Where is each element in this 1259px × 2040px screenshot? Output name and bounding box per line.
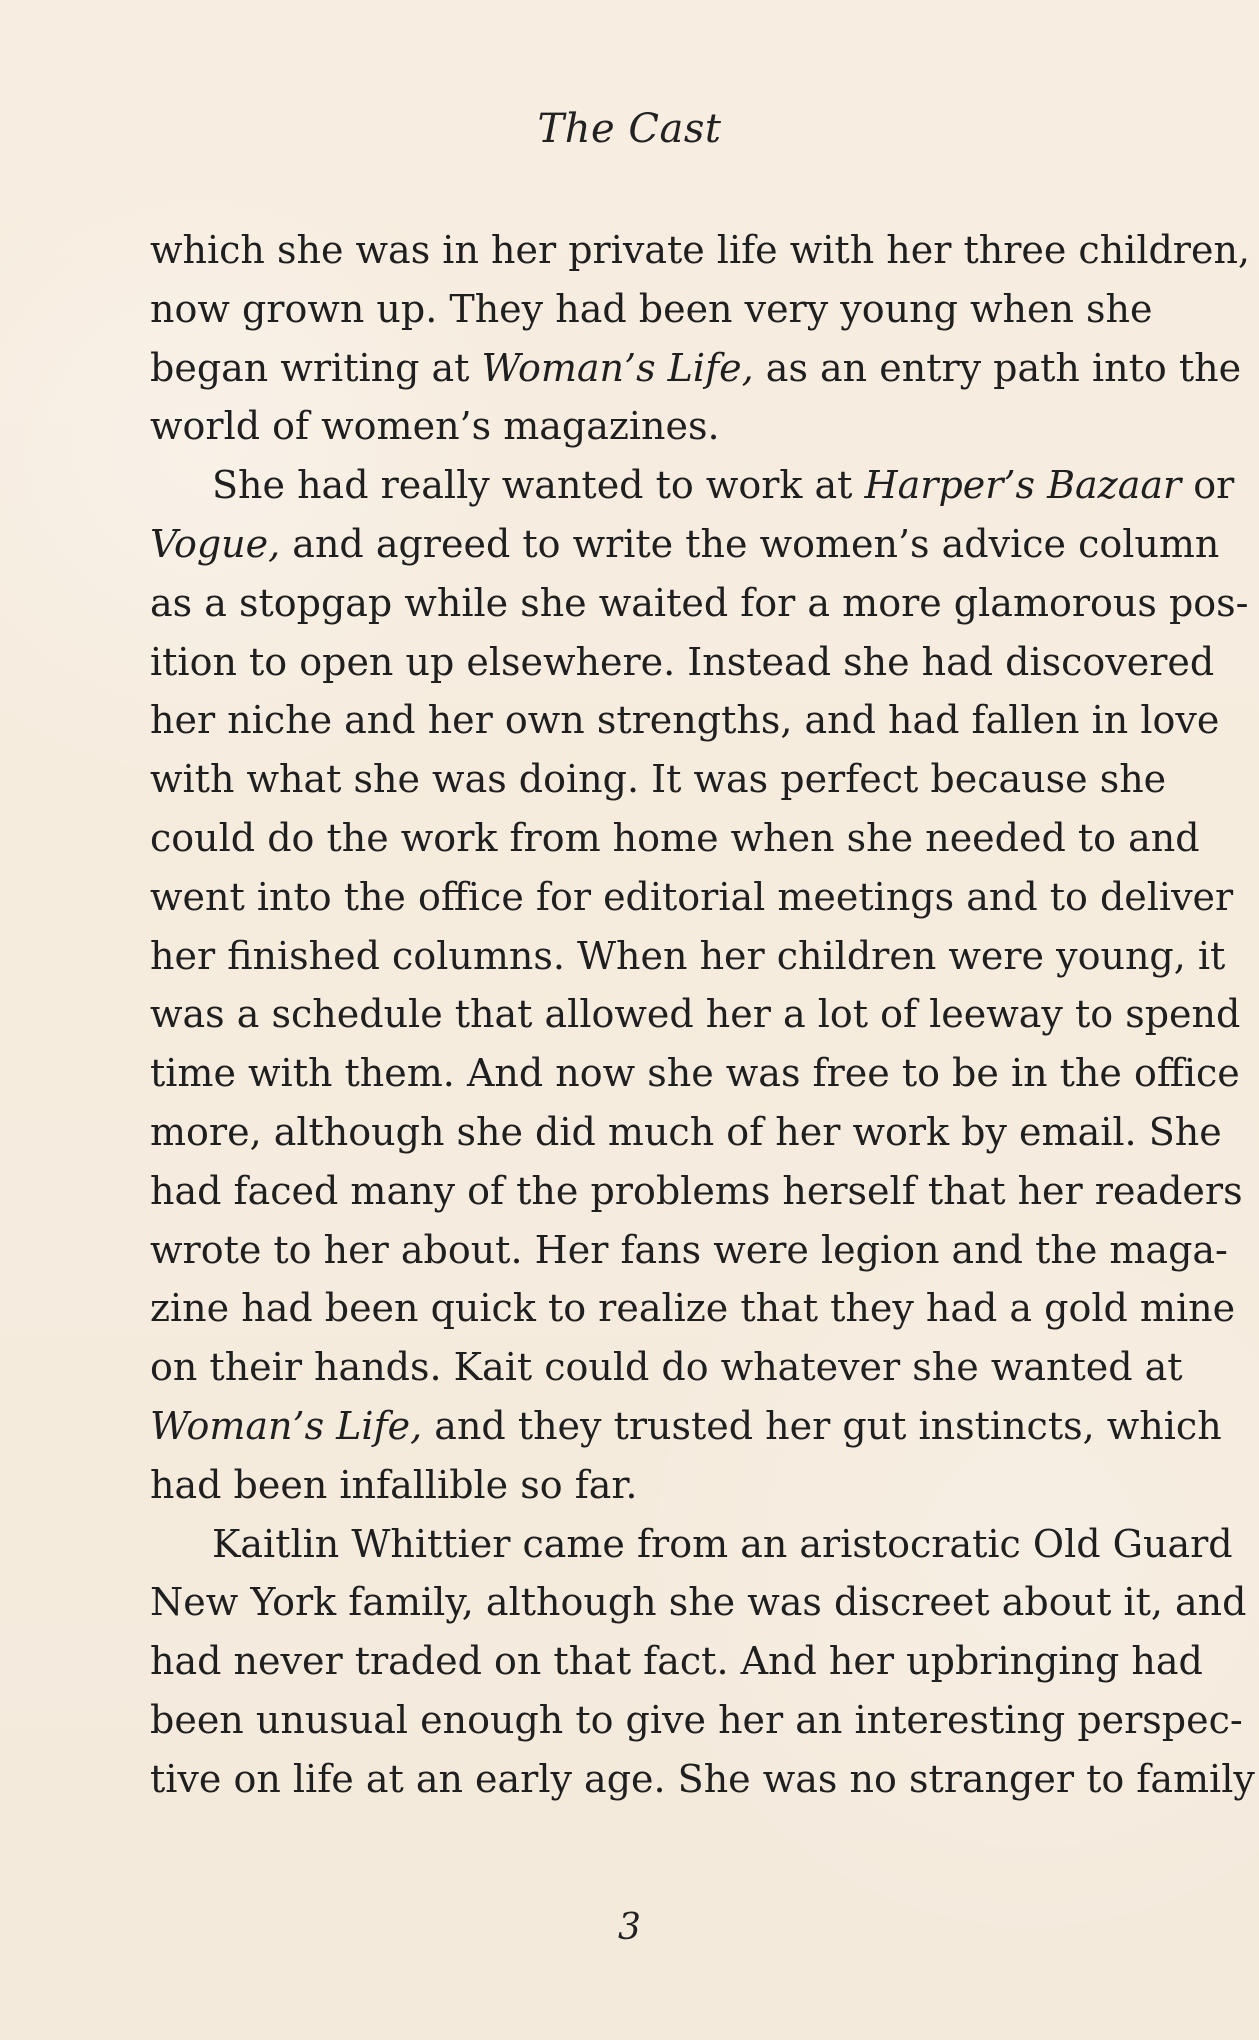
text-line-13: her finished columns. When her children were young, it [150,933,1226,978]
text-line-3 [150,339,1242,398]
text-line-10: with what she was doing. It was perfect because she [150,757,1167,802]
text-line-15: time with them. And now she was free to be in the office [150,1051,1240,1096]
body-text [150,221,1255,1809]
text-fragment: as an entry path into the [753,345,1242,390]
text-line-25: had never traded on that fact. And her upbringing had [150,1639,1203,1684]
text-fragment: and they trusted her gut instincts, which [422,1403,1222,1448]
text-line-23: Kaitlin Whittier came from an aristocratic Old Guard [212,1521,1233,1566]
italic-title-womans-life-2: Woman’s Life, [150,1403,423,1448]
text-line-22: had been infallible so far. [150,1462,638,1507]
text-line-17: had faced many of the problems herself that her readers [150,1168,1243,1213]
text-line-4: world of women’s magazines. [150,404,720,449]
text-line-26: been unusual enough to give her an interesting perspec- [150,1697,1243,1742]
text-line-5 [150,456,1235,515]
text-line-1: which she was in her private life with her three children, [150,228,1251,272]
text-fragment: She had really wanted to work at [212,463,865,508]
text-line-20: on their hands. Kait could do whatever she wanted at [150,1345,1183,1390]
page-number: 3 [618,1907,641,1948]
text-line-7: as a stopgap while she waited for a more glamorous pos- [150,580,1249,625]
running-header: The Cast [537,106,722,152]
text-line-14: was a schedule that allowed her a lot of leeway to spend [150,992,1241,1037]
text-fragment: began writing at [150,345,482,390]
italic-title-womans-life: Woman’s Life, [481,345,754,390]
text-line-9: her niche and her own strengths, and had fallen in love [150,698,1220,743]
italic-title-vogue: Vogue, [150,521,281,566]
text-line-19: zine had been quick to realize that they had a gold mine [150,1286,1236,1331]
text-line-11: could do the work from home when she needed to and [150,815,1200,860]
italic-title-harpers-bazaar: Harper’s Bazaar [864,463,1182,508]
text-line-27: tive on life at an early age. She was no stranger to family [150,1756,1255,1801]
text-fragment: or [1181,463,1235,508]
text-line-6 [150,515,1220,574]
text-line-2: now grown up. They had been very young when she [150,286,1153,331]
text-line-8: ition to open up elsewhere. Instead she had discovered [150,639,1215,684]
text-line-21 [150,1397,1222,1456]
text-fragment: and agreed to write the women’s advice column [280,521,1220,566]
text-line-24: New York family, although she was discreet about it, and [150,1580,1247,1625]
text-line-18: wrote to her about. Her fans were legion and the maga- [150,1227,1228,1272]
text-line-12: went into the office for editorial meetings and to deliver [150,874,1234,919]
text-line-16: more, although she did much of her work by email. She [150,1109,1222,1154]
